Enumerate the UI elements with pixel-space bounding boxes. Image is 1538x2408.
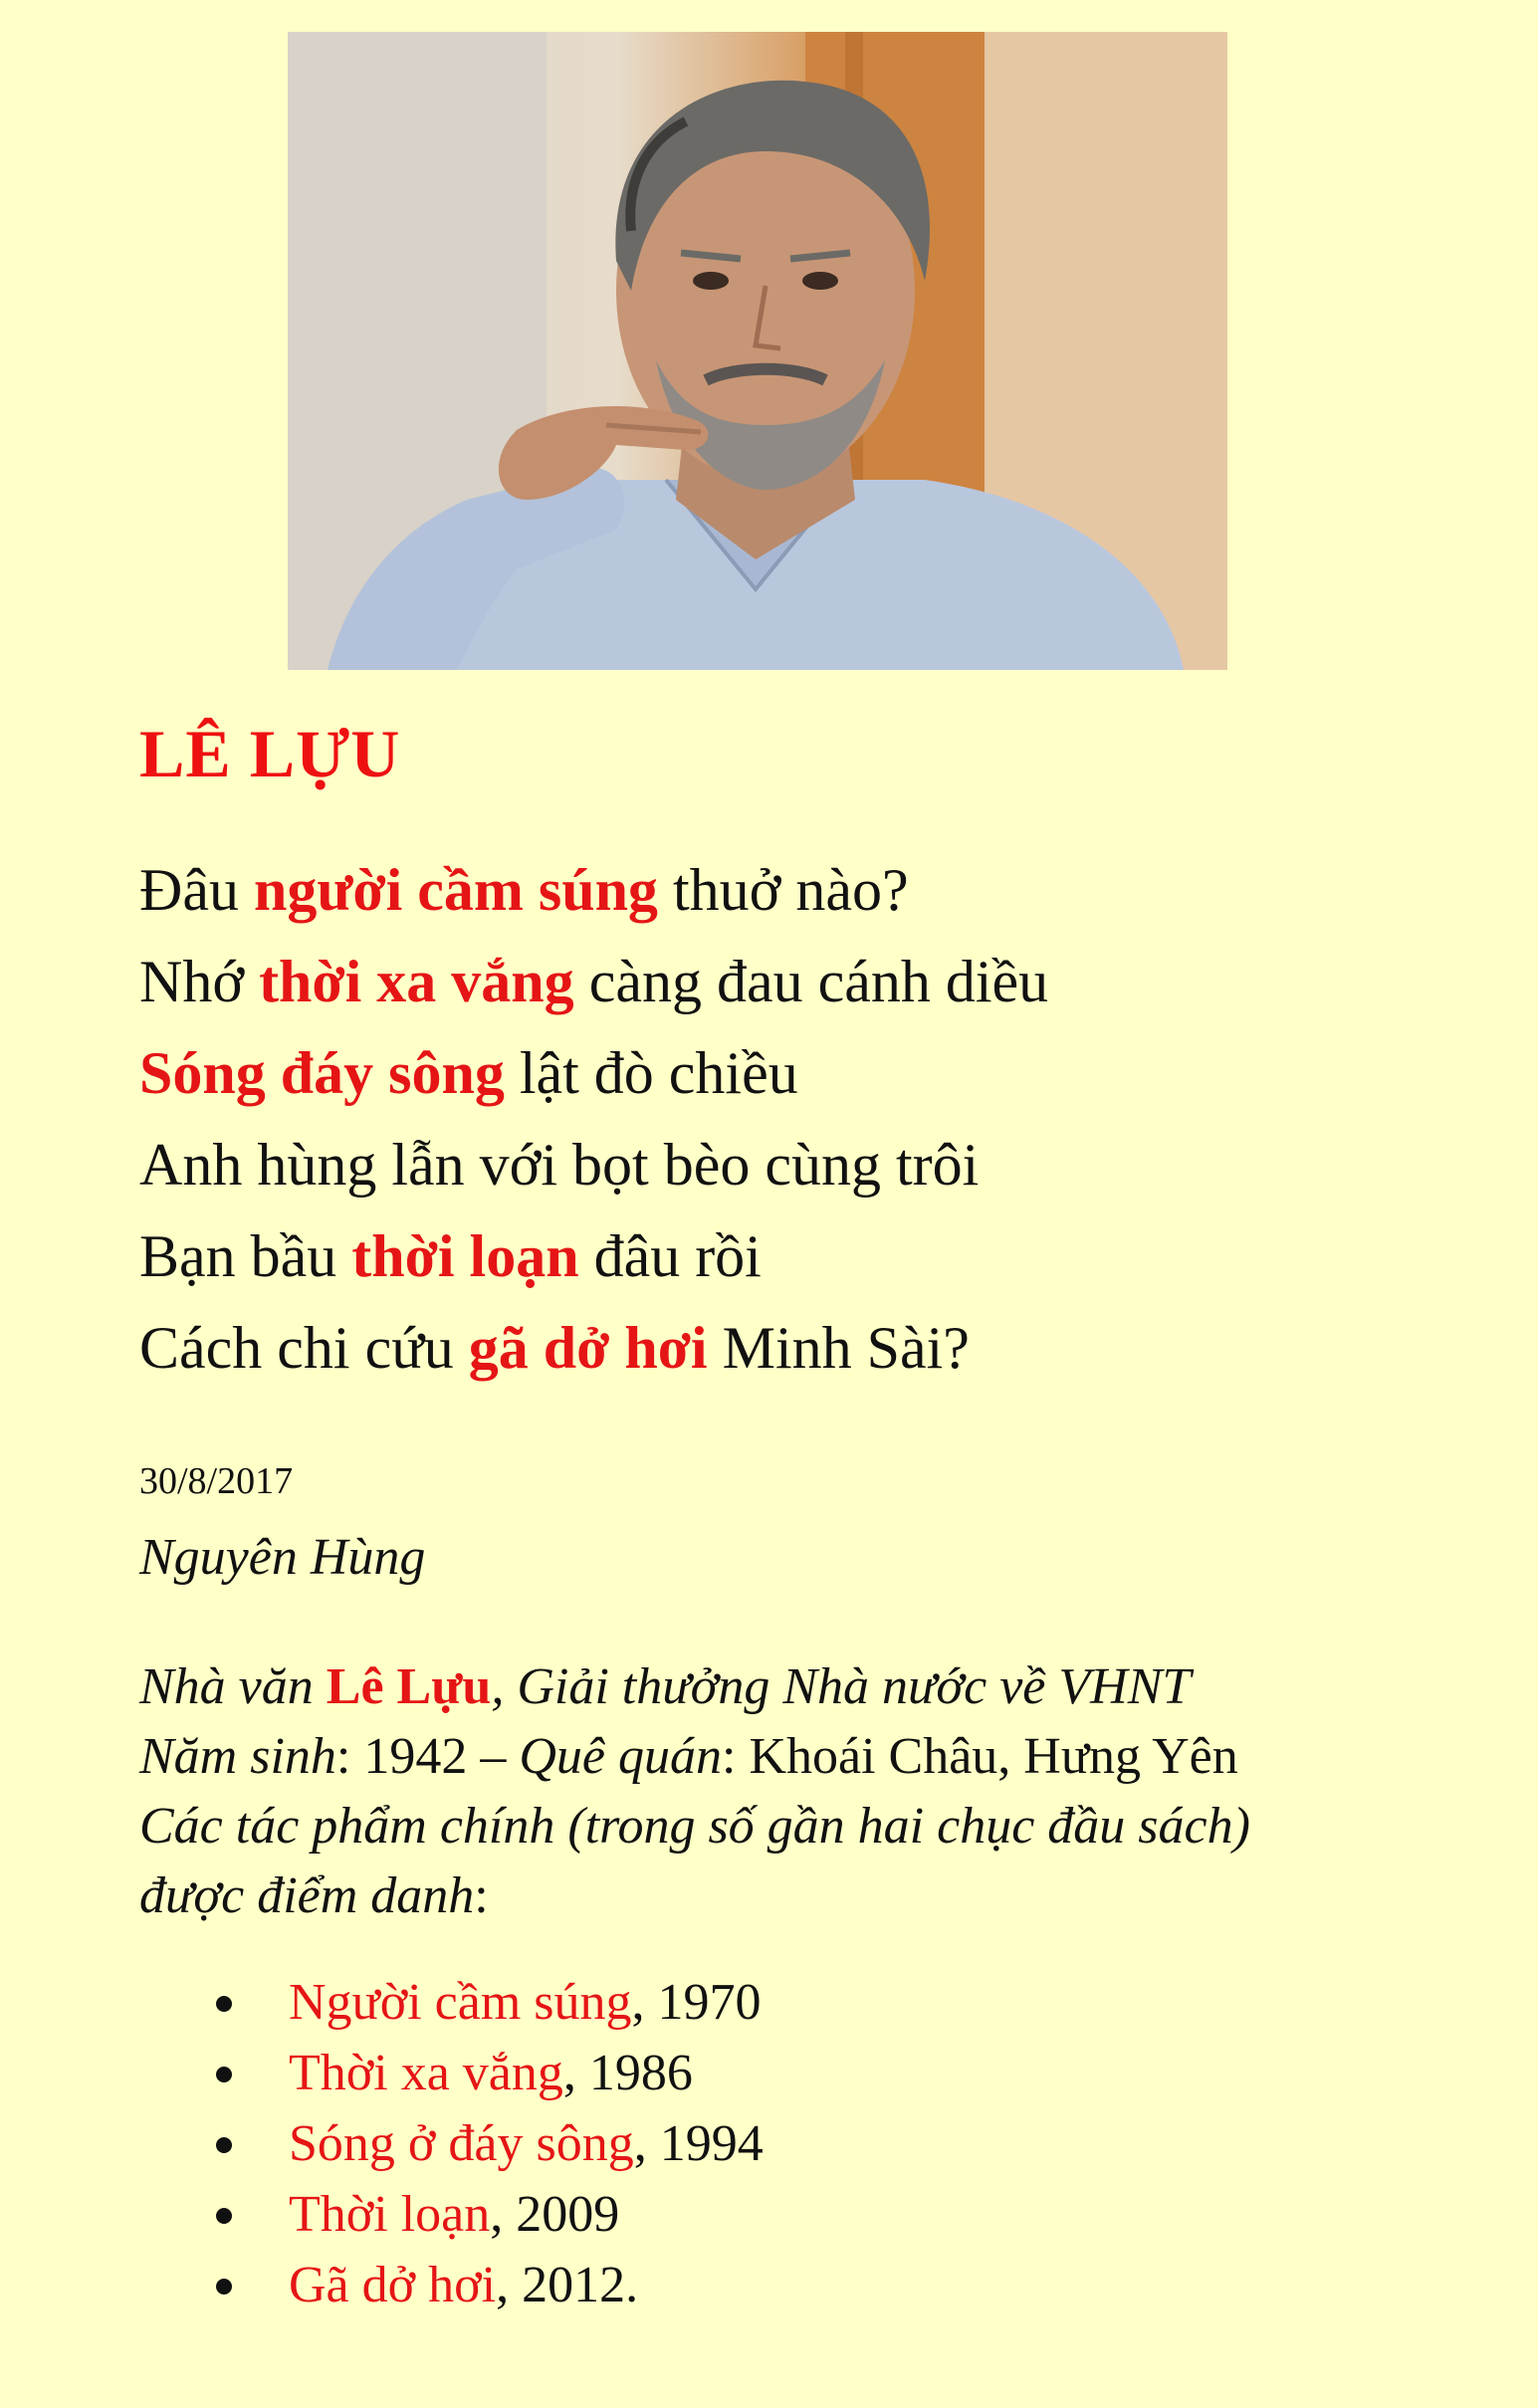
- poem-text: thuở nào?: [657, 857, 909, 923]
- poem-text: Anh hùng lẫn với bọt bèo cùng trôi: [139, 1132, 980, 1198]
- portrait-illustration: [288, 32, 1227, 670]
- work-title: Gã dở hơi: [289, 2257, 497, 2313]
- poem-date: 30/8/2017: [139, 1460, 294, 1502]
- poem-text: Nhớ: [139, 949, 260, 1014]
- list-item: [139, 2179, 764, 2250]
- bio-label: Quê quán: [519, 1728, 723, 1785]
- poem-line: [139, 1119, 1048, 1210]
- poem-line: [139, 1027, 1048, 1119]
- poem-text: càng đau cánh diều: [573, 949, 1049, 1014]
- work-year: , 1970: [631, 1974, 762, 2031]
- poem-highlight: gã dở hơi: [468, 1315, 708, 1381]
- bullet-icon: [216, 1996, 232, 2012]
- poem-line: [139, 1210, 1048, 1302]
- poem-text: Bạn bầu: [139, 1223, 352, 1289]
- bio-line: Các tác phẩm chính (trong số gần hai chục đầu sách): [139, 1798, 1250, 1855]
- author-bio: [139, 1652, 1250, 1931]
- bullet-icon: [216, 2137, 232, 2153]
- bullet-icon: [216, 2067, 232, 2082]
- poem-author: Nguyên Hùng: [139, 1529, 426, 1586]
- works-list: [139, 1967, 764, 2320]
- poem-text: Minh Sài?: [707, 1315, 970, 1381]
- bio-line: [139, 1652, 1250, 1722]
- poem-text: Đâu: [139, 857, 254, 923]
- bio-text: Nhà văn: [139, 1658, 327, 1715]
- work-year: , 1994: [633, 2115, 764, 2172]
- list-item: [139, 2250, 764, 2320]
- work-title: Thời loạn: [289, 2186, 491, 2243]
- work-year: , 2009: [490, 2186, 620, 2243]
- poem-text: lật đò chiều: [504, 1040, 798, 1106]
- bio-text: được điểm danh: [139, 1867, 475, 1924]
- poem-text: đâu rồi: [578, 1223, 762, 1289]
- bio-value: : Khoái Châu, Hưng Yên: [722, 1728, 1238, 1785]
- poem-line: [139, 844, 1048, 936]
- work-title: Sóng ở đáy sông: [289, 2115, 634, 2172]
- poem-line: [139, 936, 1048, 1027]
- bio-line: [139, 1861, 1250, 1931]
- work-year: , 1986: [562, 2045, 693, 2101]
- poem-highlight: người cầm súng: [253, 857, 658, 923]
- bio-text: :: [474, 1867, 489, 1924]
- list-item: [139, 2108, 764, 2179]
- poem: [139, 844, 1048, 1394]
- work-title: Thời xa vắng: [289, 2045, 563, 2101]
- bio-label: Năm sinh: [139, 1728, 336, 1785]
- work-year: , 2012.: [496, 2257, 639, 2313]
- poem-line: [139, 1302, 1048, 1394]
- poem-title: LÊ LỰU: [139, 716, 401, 791]
- bio-value: : 1942 –: [335, 1728, 520, 1785]
- poem-highlight: Sóng đáy sông: [139, 1040, 505, 1106]
- bio-text: , Giải thưởng Nhà nước về VHNT: [491, 1658, 1192, 1715]
- bullet-icon: [216, 2208, 232, 2224]
- bio-line: [139, 1722, 1250, 1792]
- poem-highlight: thời loạn: [351, 1223, 579, 1289]
- list-item: [139, 2038, 764, 2108]
- poem-text: Cách chi cứu: [139, 1315, 469, 1381]
- list-item: [139, 1967, 764, 2038]
- work-title: Người cầm súng: [289, 1974, 632, 2031]
- poem-highlight: thời xa vắng: [259, 949, 574, 1014]
- author-photo: [288, 32, 1227, 670]
- bullet-icon: [216, 2279, 232, 2295]
- bio-author-name: Lê Lựu: [326, 1658, 492, 1715]
